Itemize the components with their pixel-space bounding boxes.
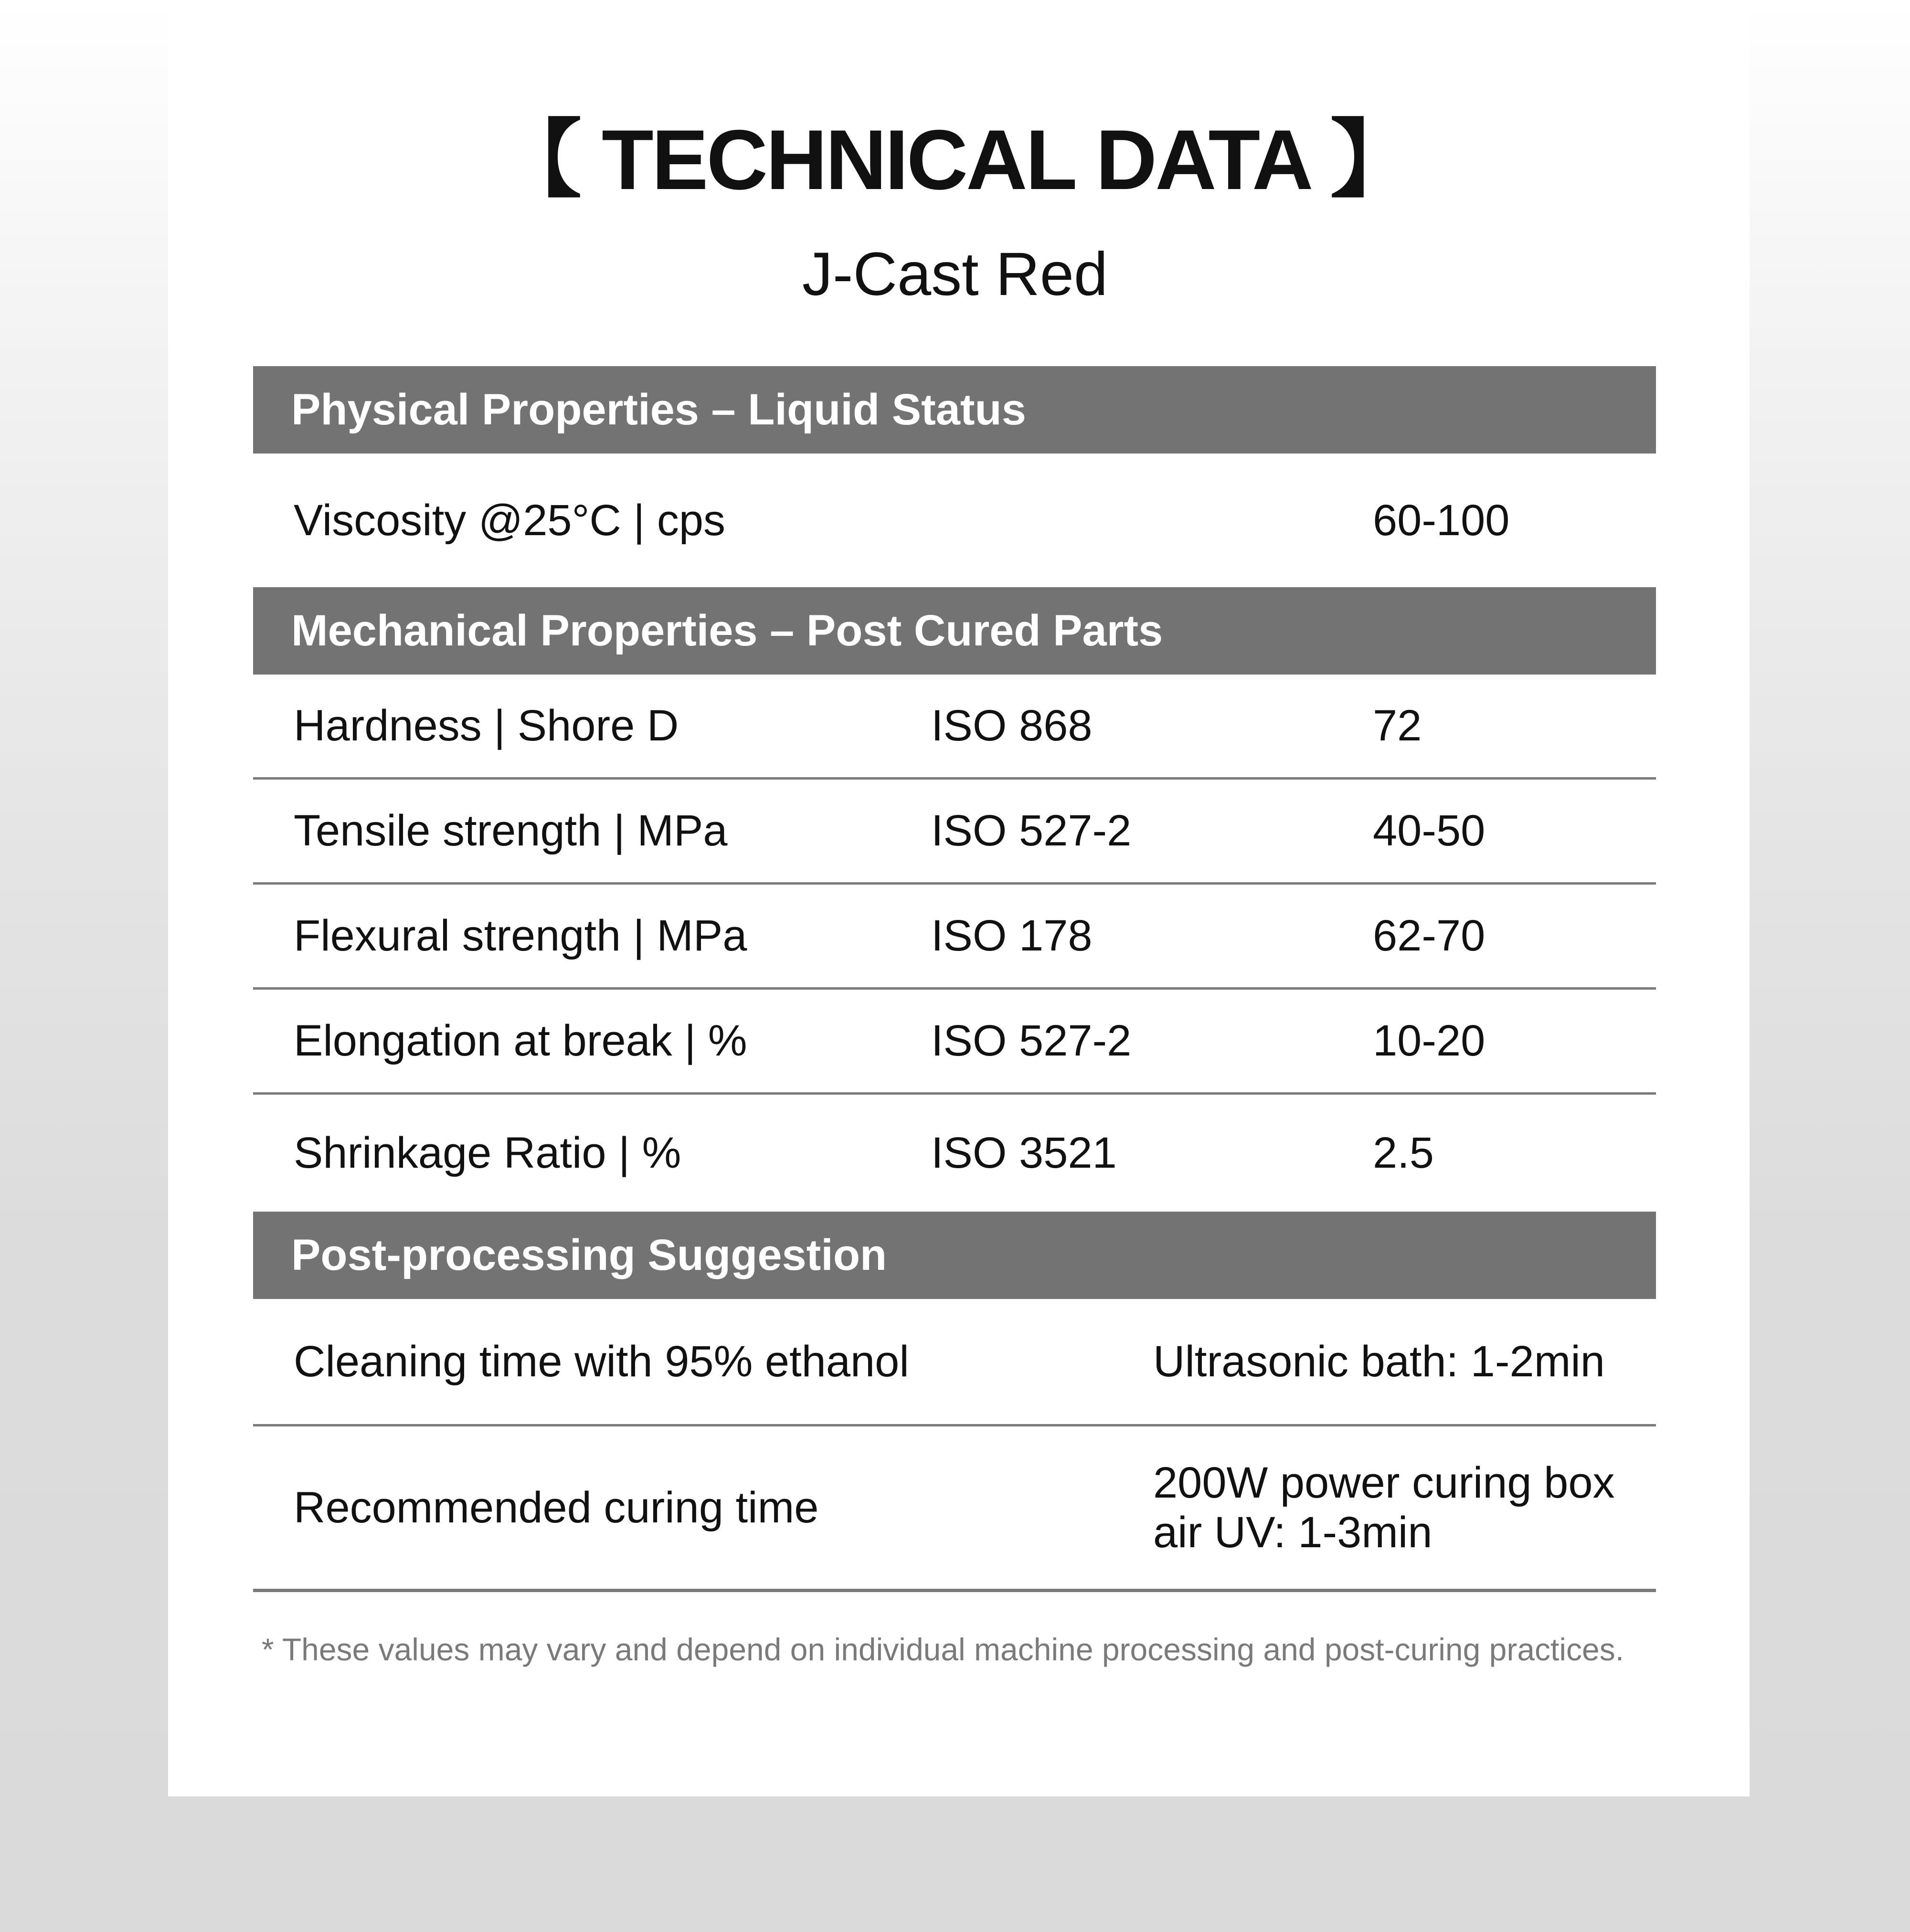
table-row bbox=[253, 454, 1656, 587]
value-line: Ultrasonic bath: 1-2min bbox=[1153, 1337, 1605, 1386]
section-header-physical-properties: Physical Properties – Liquid Status bbox=[253, 366, 1656, 454]
table-row bbox=[253, 990, 1656, 1095]
test-standard: ISO 3521 bbox=[931, 1129, 1117, 1177]
property-label: Hardness | Shore D bbox=[294, 701, 679, 750]
property-label: Flexural strength | MPa bbox=[294, 911, 747, 960]
property-value bbox=[1153, 1299, 1605, 1424]
section-header-post-processing: Post-processing Suggestion bbox=[253, 1212, 1656, 1299]
property-label: Cleaning time with 95% ethanol bbox=[294, 1337, 909, 1386]
property-label: Shrinkage Ratio | % bbox=[294, 1129, 681, 1177]
value-line: 200W power curing box bbox=[1153, 1458, 1615, 1507]
property-label: Elongation at break | % bbox=[294, 1016, 747, 1065]
product-name: J-Cast Red bbox=[802, 240, 1108, 308]
table-row bbox=[253, 780, 1656, 885]
property-value: 2.5 bbox=[1373, 1129, 1434, 1177]
page-title: 【 TECHNICAL DATA 】 bbox=[497, 112, 1413, 207]
footnote: * These values may vary and depend on individual machine processing and post-curing practices. bbox=[262, 1632, 1624, 1667]
property-label: Recommended curing time bbox=[294, 1483, 819, 1532]
property-value bbox=[1153, 1426, 1615, 1589]
value-line: air UV: 1-3min bbox=[1153, 1508, 1432, 1557]
property-value: 10-20 bbox=[1373, 1016, 1486, 1065]
table-row bbox=[253, 1426, 1656, 1592]
property-label: Viscosity @25°C | cps bbox=[294, 496, 726, 545]
test-standard: ISO 868 bbox=[931, 701, 1093, 750]
test-standard: ISO 527-2 bbox=[931, 1016, 1132, 1065]
table-row bbox=[253, 1299, 1656, 1426]
property-value: 40-50 bbox=[1373, 806, 1486, 855]
property-value: 62-70 bbox=[1373, 911, 1486, 960]
technical-data-table bbox=[253, 366, 1656, 1592]
test-standard: ISO 527-2 bbox=[931, 806, 1132, 855]
section-header-mechanical-properties: Mechanical Properties – Post Cured Parts bbox=[253, 587, 1656, 675]
property-value: 72 bbox=[1373, 701, 1422, 750]
table-row bbox=[253, 675, 1656, 780]
property-label: Tensile strength | MPa bbox=[294, 806, 728, 855]
table-row bbox=[253, 1095, 1656, 1212]
property-value: 60-100 bbox=[1373, 496, 1510, 545]
test-standard: ISO 178 bbox=[931, 911, 1093, 960]
table-row bbox=[253, 885, 1656, 990]
